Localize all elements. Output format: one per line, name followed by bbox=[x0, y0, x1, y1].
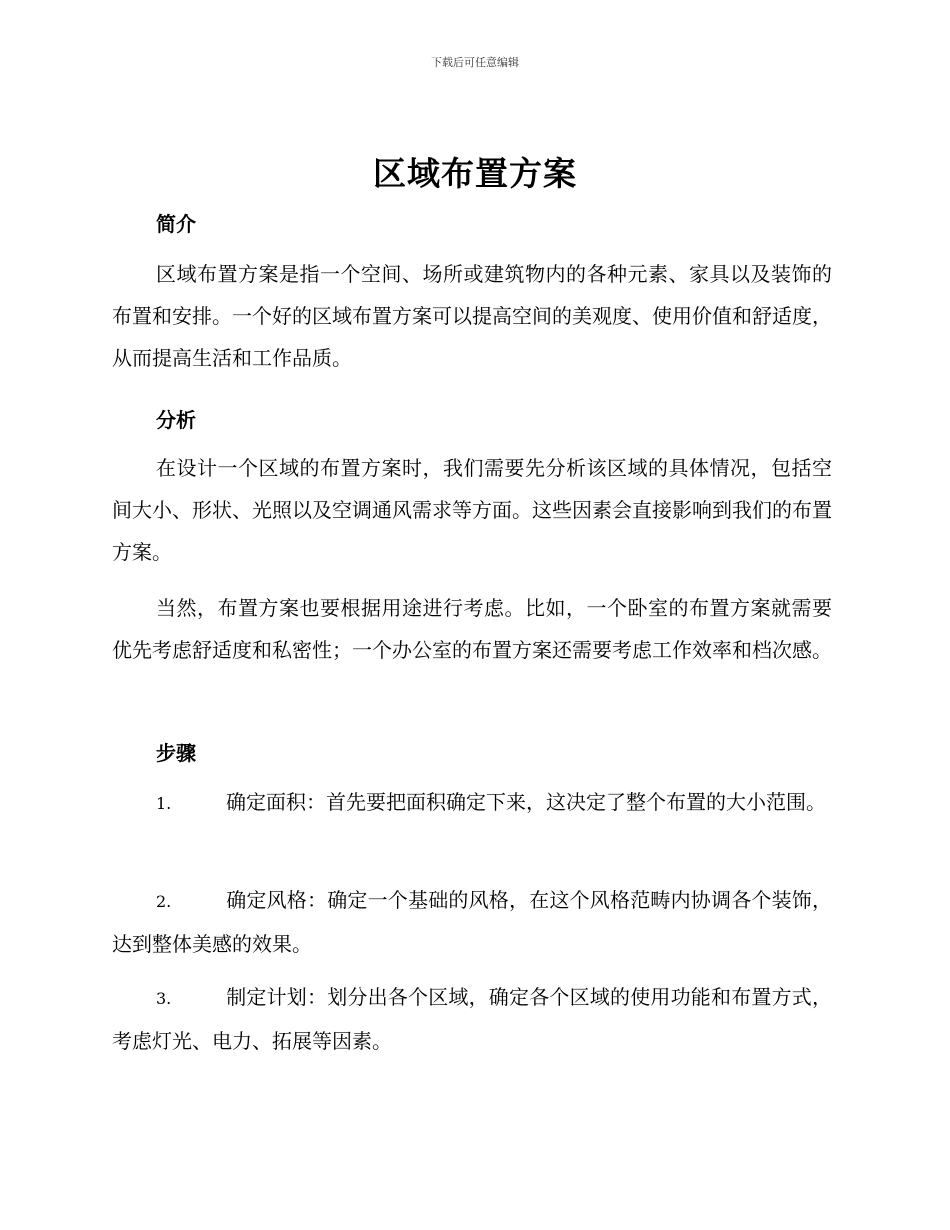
step-text: 确定风格：确定一个基础的风格，在这个风格范畴内协调各个装饰，达到整体美感的效果。 bbox=[112, 888, 832, 956]
analysis-paragraph-1: 在设计一个区域的布置方案时，我们需要先分析该区域的具体情况，包括空间大小、形状、光照以及空调通风需求等方面。这些因素会直接影响到我们的布置方案。 bbox=[112, 456, 832, 564]
section-heading-steps: 步骤 bbox=[156, 741, 196, 765]
step-number: 1. bbox=[156, 794, 172, 813]
step-text: 制定计划：划分出各个区域，确定各个区域的使用功能和布置方式，考虑灯光、电力、拓展等因素。 bbox=[112, 985, 832, 1053]
step-number: 3. bbox=[156, 989, 172, 1008]
step-item-3 bbox=[112, 976, 832, 1062]
section-heading-analysis: 分析 bbox=[156, 408, 196, 432]
document-title: 区域布置方案 bbox=[373, 154, 577, 193]
step-number: 2. bbox=[156, 892, 172, 911]
section-heading-intro: 简介 bbox=[156, 212, 196, 236]
analysis-paragraph-2: 当然，布置方案也要根据用途进行考虑。比如，一个卧室的布置方案就需要优先考虑舒适度和私密性；一个办公室的布置方案还需要考虑工作效率和档次感。 bbox=[112, 596, 832, 662]
page-header-note: 下载后可任意编辑 bbox=[431, 56, 519, 69]
step-item-2 bbox=[112, 879, 832, 965]
step-text: 确定面积：首先要把面积确定下来，这决定了整个布置的大小范围。 bbox=[226, 790, 826, 814]
step-item-1 bbox=[112, 781, 832, 825]
intro-paragraph: 区域布置方案是指一个空间、场所或建筑物内的各种元素、家具以及装饰的布置和安排。一个好的区域布置方案可以提高空间的美观度、使用价值和舒适度，从而提高生活和工作品质。 bbox=[112, 262, 832, 370]
